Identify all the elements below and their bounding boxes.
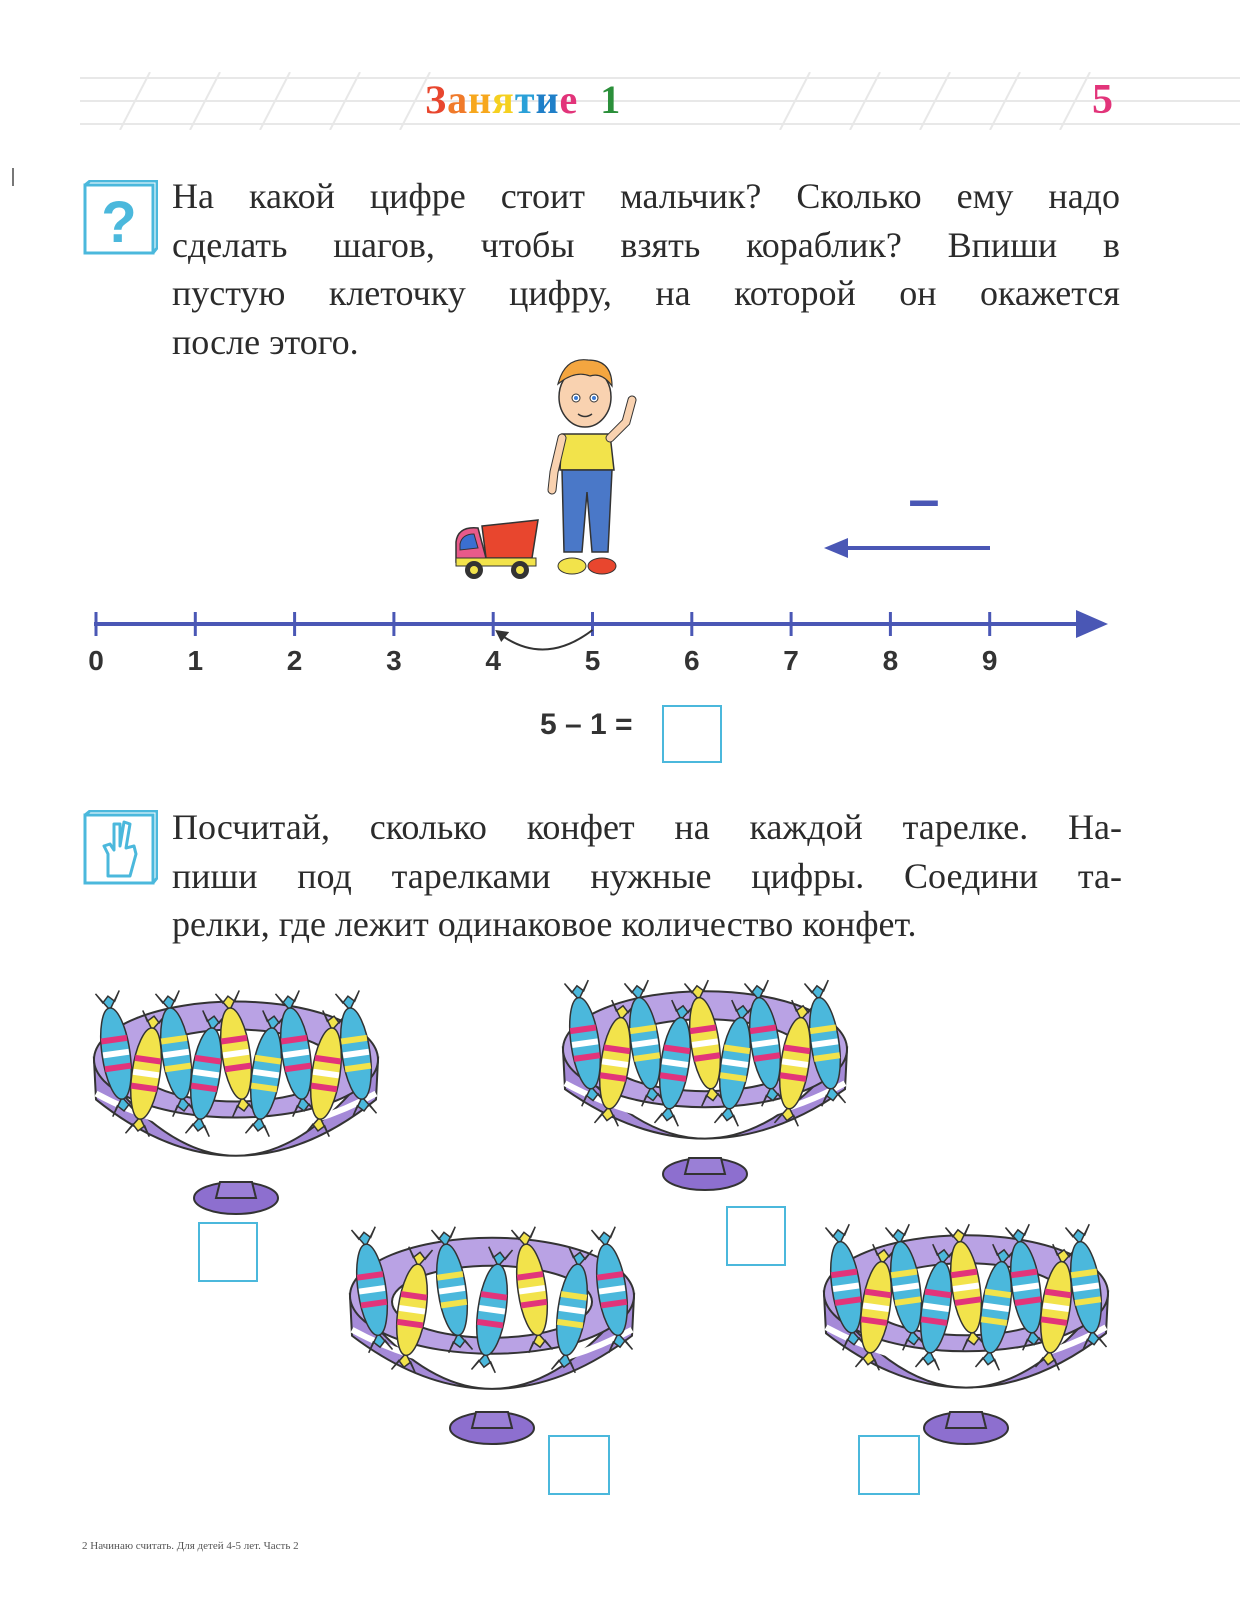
equation: 5 – 1 = — [540, 708, 633, 741]
number-line-label: 3 — [386, 645, 402, 676]
candy-bowl-2 — [555, 958, 855, 1198]
task1-line: сделать шагов, чтобы взять кораблик? Впиши в — [172, 224, 1120, 265]
number-line-label: 0 — [88, 645, 104, 676]
jump-arc — [497, 630, 592, 650]
task2-line: пиши под тарелками нужные цифры. Соедини та- — [172, 855, 1122, 896]
task1-line: пустую клеточку цифру, на которой он окажется — [172, 273, 1120, 313]
lesson-title-letter: З — [425, 77, 448, 122]
number-line-label: 2 — [286, 645, 303, 676]
boy-illustration — [540, 352, 650, 592]
footer-note: 2 Начинаю считать. Для детей 4-5 лет. Часть 2 — [82, 1540, 299, 1552]
number-line — [80, 600, 1120, 690]
task1-instructions — [172, 172, 1120, 366]
task1-line: после этого. — [172, 321, 359, 362]
candy-bowl-4 — [816, 1196, 1116, 1452]
header-grid — [80, 72, 1240, 130]
lesson-title-letter: н — [468, 77, 493, 122]
number-line-label: 6 — [684, 645, 700, 676]
task2-instructions — [172, 803, 1122, 949]
number-line-arrowhead — [1076, 610, 1108, 638]
lesson-title-letter: я — [492, 77, 515, 122]
lesson-title-letter: т — [514, 77, 536, 122]
number-line-label: 9 — [981, 645, 998, 676]
svg-text:?: ? — [101, 190, 137, 255]
bowl-stem — [216, 1182, 256, 1198]
lesson-title — [425, 76, 621, 123]
task1-line: На какой цифре стоит мальчик? Сколько ему надо — [172, 176, 1120, 216]
number-line-label: 7 — [783, 645, 799, 676]
scan-mark — [12, 168, 14, 186]
candy-bowl-1 — [86, 960, 386, 1222]
question-icon — [82, 180, 158, 256]
candy-bowl-3 — [342, 1200, 642, 1452]
number-line-label: 4 — [485, 645, 501, 676]
number-line-label: 5 — [584, 645, 601, 676]
bowl-1-answer-box[interactable] — [198, 1222, 258, 1282]
lesson-title-letter — [578, 76, 600, 123]
number-line-label: 8 — [882, 645, 899, 676]
bowl-4-answer-box[interactable] — [858, 1435, 920, 1495]
bowl-3-answer-box[interactable] — [548, 1435, 610, 1495]
lesson-title-letter: 1 — [600, 77, 622, 122]
lesson-title-letter: а — [447, 77, 469, 122]
bowl-stem — [946, 1412, 986, 1428]
minus-sign: – — [908, 498, 940, 530]
number-line-label: 1 — [187, 645, 204, 676]
lesson-title-letter: и — [535, 77, 560, 122]
minus-direction-arrow — [822, 498, 994, 564]
lesson-title-letter: е — [559, 77, 579, 122]
task2-line: Посчитай, сколько конфет на каждой тарелке. На- — [172, 807, 1122, 847]
jump-arrowhead — [495, 630, 509, 642]
toy-truck-illustration — [452, 512, 544, 582]
page-number: 5 — [1092, 77, 1113, 123]
bowl-stem — [685, 1158, 725, 1174]
hand-counting-icon — [82, 810, 158, 886]
bowl-stem — [472, 1412, 512, 1428]
task2-line: релки, где лежит одинаковое количество конфет. — [172, 904, 917, 944]
equation-answer-box[interactable] — [662, 705, 722, 763]
bowl-2-answer-box[interactable] — [726, 1206, 786, 1266]
